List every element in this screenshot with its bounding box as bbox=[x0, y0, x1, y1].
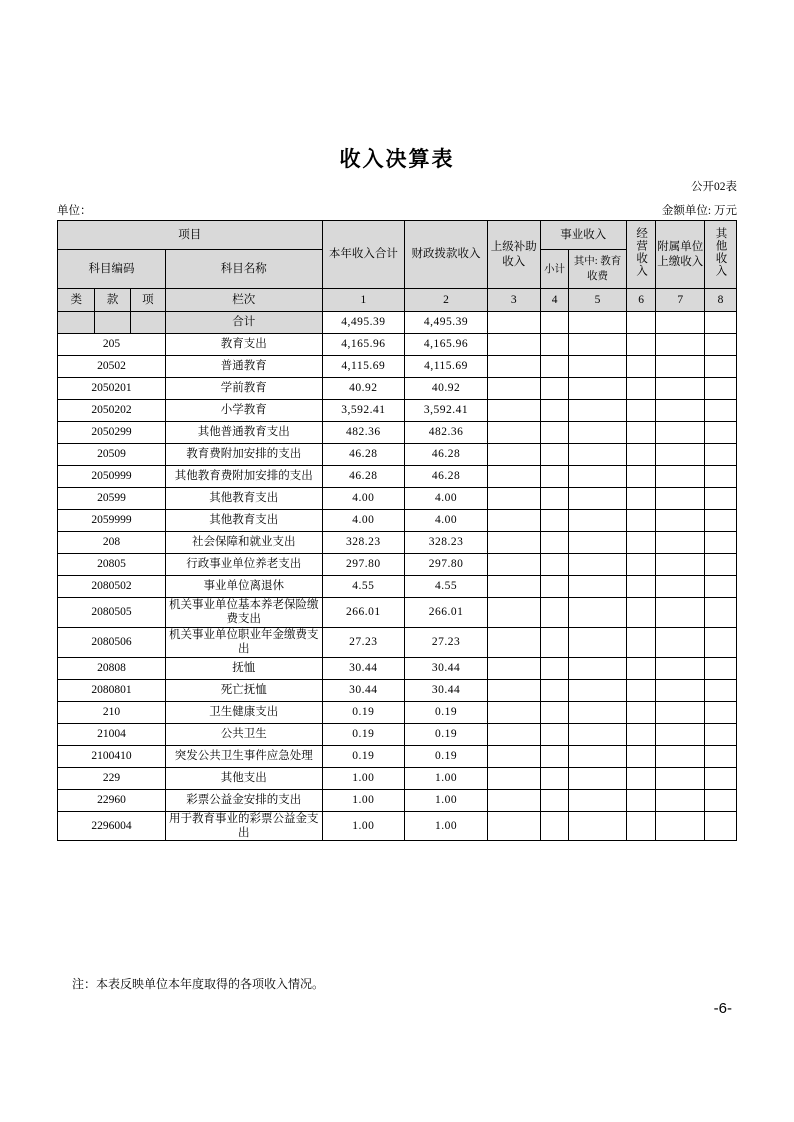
row-value-empty bbox=[540, 745, 569, 767]
row-value-empty bbox=[626, 444, 656, 466]
row-value-empty bbox=[626, 701, 656, 723]
row-name: 机关事业单位职业年金缴费支出 bbox=[166, 627, 323, 657]
row-value-empty bbox=[540, 598, 569, 628]
table-row bbox=[58, 627, 737, 657]
row-name: 抚恤 bbox=[166, 657, 323, 679]
row-value-current-year-total: 1.00 bbox=[322, 767, 405, 789]
income-final-accounts-table bbox=[57, 220, 737, 841]
header-column-number-7: 7 bbox=[656, 289, 705, 312]
total-value-2: 4,495.39 bbox=[405, 312, 488, 334]
row-value-empty bbox=[540, 701, 569, 723]
table-row bbox=[58, 356, 737, 378]
row-code: 20502 bbox=[58, 356, 166, 378]
table-row bbox=[58, 576, 737, 598]
row-value-empty bbox=[540, 444, 569, 466]
table-row bbox=[58, 598, 737, 628]
header-class-col: 类 bbox=[58, 289, 95, 312]
row-value-empty bbox=[656, 745, 705, 767]
row-value-empty bbox=[487, 679, 540, 701]
row-value-empty bbox=[540, 466, 569, 488]
row-value-empty bbox=[626, 488, 656, 510]
row-value-empty bbox=[569, 598, 626, 628]
header-item-col: 项 bbox=[130, 289, 165, 312]
row-value-empty bbox=[626, 422, 656, 444]
row-name: 学前教育 bbox=[166, 378, 323, 400]
row-value-empty bbox=[626, 598, 656, 628]
row-value-empty bbox=[569, 767, 626, 789]
table-row bbox=[58, 466, 737, 488]
row-value-empty bbox=[487, 356, 540, 378]
row-value-fiscal-appropriation: 3,592.41 bbox=[405, 400, 488, 422]
row-code: 20599 bbox=[58, 488, 166, 510]
row-name: 事业单位离退休 bbox=[166, 576, 323, 598]
row-value-fiscal-appropriation: 4.55 bbox=[405, 576, 488, 598]
row-value-current-year-total: 30.44 bbox=[322, 657, 405, 679]
table-row bbox=[58, 422, 737, 444]
row-value-empty bbox=[704, 378, 736, 400]
row-name: 用于教育事业的彩票公益金支出 bbox=[166, 811, 323, 841]
row-value-empty bbox=[656, 356, 705, 378]
row-value-fiscal-appropriation: 328.23 bbox=[405, 532, 488, 554]
row-value-empty bbox=[569, 789, 626, 811]
row-name: 卫生健康支出 bbox=[166, 701, 323, 723]
row-value-empty bbox=[626, 767, 656, 789]
row-value-empty bbox=[487, 444, 540, 466]
row-value-empty bbox=[704, 701, 736, 723]
row-value-fiscal-appropriation: 1.00 bbox=[405, 811, 488, 841]
header-column-index-label: 栏次 bbox=[166, 289, 323, 312]
row-value-empty bbox=[569, 488, 626, 510]
table-row bbox=[58, 378, 737, 400]
row-value-empty bbox=[487, 334, 540, 356]
row-value-current-year-total: 482.36 bbox=[322, 422, 405, 444]
header-col-operating-income: 经营收入 bbox=[626, 221, 656, 289]
row-value-empty bbox=[487, 510, 540, 532]
row-value-empty bbox=[540, 400, 569, 422]
row-value-empty bbox=[487, 554, 540, 576]
row-value-fiscal-appropriation: 266.01 bbox=[405, 598, 488, 628]
header-code-col: 科目编码 bbox=[58, 250, 166, 289]
row-value-empty bbox=[487, 378, 540, 400]
row-value-fiscal-appropriation: 30.44 bbox=[405, 679, 488, 701]
row-code: 22960 bbox=[58, 789, 166, 811]
header-group-business-income: 事业收入 bbox=[540, 221, 626, 250]
row-value-empty bbox=[704, 789, 736, 811]
row-value-empty bbox=[656, 723, 705, 745]
row-value-empty bbox=[569, 510, 626, 532]
table-row bbox=[58, 767, 737, 789]
page-number: -6- bbox=[713, 1000, 732, 1017]
row-value-empty bbox=[540, 488, 569, 510]
row-value-empty bbox=[626, 745, 656, 767]
row-code: 20509 bbox=[58, 444, 166, 466]
row-code: 208 bbox=[58, 532, 166, 554]
header-column-number-6: 6 bbox=[626, 289, 656, 312]
row-value-empty bbox=[569, 444, 626, 466]
table-row bbox=[58, 789, 737, 811]
row-value-empty bbox=[569, 745, 626, 767]
table-row bbox=[58, 554, 737, 576]
row-value-current-year-total: 4.55 bbox=[322, 576, 405, 598]
row-value-current-year-total: 4.00 bbox=[322, 488, 405, 510]
row-value-current-year-total: 46.28 bbox=[322, 444, 405, 466]
header-column-number-4: 4 bbox=[540, 289, 569, 312]
header-col-other-income: 其他收入 bbox=[704, 221, 736, 289]
row-value-fiscal-appropriation: 297.80 bbox=[405, 554, 488, 576]
row-code: 2296004 bbox=[58, 811, 166, 841]
header-col-education-fee: 其中: 教育收费 bbox=[569, 250, 626, 289]
header-column-number-1: 1 bbox=[322, 289, 405, 312]
row-value-current-year-total: 266.01 bbox=[322, 598, 405, 628]
row-value-fiscal-appropriation: 4.00 bbox=[405, 488, 488, 510]
header-section-col: 款 bbox=[95, 289, 130, 312]
row-value-empty bbox=[704, 627, 736, 657]
row-name: 教育支出 bbox=[166, 334, 323, 356]
row-value-fiscal-appropriation: 1.00 bbox=[405, 767, 488, 789]
row-value-empty bbox=[626, 554, 656, 576]
row-value-fiscal-appropriation: 0.19 bbox=[405, 745, 488, 767]
row-code: 2050299 bbox=[58, 422, 166, 444]
row-value-empty bbox=[656, 444, 705, 466]
row-value-fiscal-appropriation: 4.00 bbox=[405, 510, 488, 532]
row-value-empty bbox=[487, 400, 540, 422]
row-value-empty bbox=[656, 789, 705, 811]
header-column-number-3: 3 bbox=[487, 289, 540, 312]
table-row-total bbox=[58, 312, 737, 334]
table-row bbox=[58, 723, 737, 745]
row-value-empty bbox=[704, 488, 736, 510]
table-row bbox=[58, 745, 737, 767]
row-value-current-year-total: 27.23 bbox=[322, 627, 405, 657]
row-value-empty bbox=[704, 657, 736, 679]
header-name-col: 科目名称 bbox=[166, 250, 323, 289]
total-value-1: 4,495.39 bbox=[322, 312, 405, 334]
row-value-empty bbox=[569, 701, 626, 723]
row-value-empty bbox=[626, 466, 656, 488]
row-value-current-year-total: 30.44 bbox=[322, 679, 405, 701]
row-value-empty bbox=[569, 627, 626, 657]
table-row bbox=[58, 679, 737, 701]
header-col-current-year-total: 本年收入合计 bbox=[322, 221, 405, 289]
row-value-empty bbox=[487, 701, 540, 723]
row-name: 死亡抚恤 bbox=[166, 679, 323, 701]
row-value-empty bbox=[704, 356, 736, 378]
row-value-empty bbox=[487, 627, 540, 657]
row-name: 教育费附加安排的支出 bbox=[166, 444, 323, 466]
table-row bbox=[58, 657, 737, 679]
row-value-empty bbox=[626, 723, 656, 745]
page-title: 收入决算表 bbox=[339, 148, 455, 171]
row-value-empty bbox=[626, 356, 656, 378]
header-column-number-8: 8 bbox=[704, 289, 736, 312]
row-name: 其他普通教育支出 bbox=[166, 422, 323, 444]
row-value-empty bbox=[540, 356, 569, 378]
row-value-empty bbox=[487, 789, 540, 811]
row-value-empty bbox=[704, 466, 736, 488]
row-value-empty bbox=[656, 378, 705, 400]
row-name: 公共卫生 bbox=[166, 723, 323, 745]
row-value-empty bbox=[487, 745, 540, 767]
row-value-empty bbox=[487, 466, 540, 488]
row-value-fiscal-appropriation: 4,165.96 bbox=[405, 334, 488, 356]
row-value-empty bbox=[656, 627, 705, 657]
row-value-fiscal-appropriation: 46.28 bbox=[405, 444, 488, 466]
row-value-empty bbox=[626, 400, 656, 422]
row-name: 其他教育支出 bbox=[166, 510, 323, 532]
row-value-empty bbox=[704, 745, 736, 767]
row-value-empty bbox=[569, 554, 626, 576]
row-value-empty bbox=[540, 334, 569, 356]
row-value-current-year-total: 0.19 bbox=[322, 745, 405, 767]
row-code: 2100410 bbox=[58, 745, 166, 767]
header-column-number-5: 5 bbox=[569, 289, 626, 312]
unit-label: 单位： bbox=[57, 205, 92, 217]
row-value-empty bbox=[704, 576, 736, 598]
row-value-empty bbox=[626, 532, 656, 554]
row-value-empty bbox=[656, 767, 705, 789]
table-row bbox=[58, 811, 737, 841]
row-value-empty bbox=[540, 767, 569, 789]
row-value-current-year-total: 4,115.69 bbox=[322, 356, 405, 378]
row-code: 210 bbox=[58, 701, 166, 723]
table-row bbox=[58, 400, 737, 422]
row-name: 普通教育 bbox=[166, 356, 323, 378]
header-col-affiliated-unit-payment: 附属单位上缴收入 bbox=[656, 221, 705, 289]
row-value-empty bbox=[540, 627, 569, 657]
header-col-superior-subsidy: 上级补助收入 bbox=[487, 221, 540, 289]
row-value-empty bbox=[704, 679, 736, 701]
row-value-fiscal-appropriation: 0.19 bbox=[405, 723, 488, 745]
table-row bbox=[58, 334, 737, 356]
row-value-empty bbox=[704, 510, 736, 532]
row-value-fiscal-appropriation: 482.36 bbox=[405, 422, 488, 444]
form-tag: 公开02表 bbox=[691, 181, 737, 193]
row-value-empty bbox=[569, 400, 626, 422]
row-value-empty bbox=[487, 657, 540, 679]
row-code: 21004 bbox=[58, 723, 166, 745]
row-value-empty bbox=[540, 657, 569, 679]
row-value-empty bbox=[569, 356, 626, 378]
row-name: 其他支出 bbox=[166, 767, 323, 789]
row-value-current-year-total: 40.92 bbox=[322, 378, 405, 400]
row-name: 小学教育 bbox=[166, 400, 323, 422]
row-value-fiscal-appropriation: 30.44 bbox=[405, 657, 488, 679]
row-name: 其他教育费附加安排的支出 bbox=[166, 466, 323, 488]
row-value-empty bbox=[569, 657, 626, 679]
row-value-empty bbox=[569, 334, 626, 356]
row-value-empty bbox=[626, 657, 656, 679]
row-value-empty bbox=[540, 811, 569, 841]
row-value-empty bbox=[569, 811, 626, 841]
table-note: 注：本表反映单位本年度取得的各项收入情况。 bbox=[72, 977, 325, 991]
row-code: 229 bbox=[58, 767, 166, 789]
row-value-empty bbox=[626, 576, 656, 598]
row-value-empty bbox=[487, 488, 540, 510]
row-value-empty bbox=[704, 554, 736, 576]
row-value-empty bbox=[656, 701, 705, 723]
row-code: 2050201 bbox=[58, 378, 166, 400]
row-value-empty bbox=[626, 679, 656, 701]
row-value-empty bbox=[626, 510, 656, 532]
row-value-empty bbox=[487, 811, 540, 841]
row-code: 2050202 bbox=[58, 400, 166, 422]
row-value-empty bbox=[540, 679, 569, 701]
row-value-current-year-total: 1.00 bbox=[322, 811, 405, 841]
row-value-empty bbox=[540, 422, 569, 444]
row-name: 社会保障和就业支出 bbox=[166, 532, 323, 554]
row-value-empty bbox=[704, 444, 736, 466]
row-value-empty bbox=[569, 422, 626, 444]
row-value-empty bbox=[626, 811, 656, 841]
row-value-empty bbox=[704, 334, 736, 356]
row-code: 2080506 bbox=[58, 627, 166, 657]
row-value-current-year-total: 328.23 bbox=[322, 532, 405, 554]
row-name: 突发公共卫生事件应急处理 bbox=[166, 745, 323, 767]
row-value-empty bbox=[704, 723, 736, 745]
row-name: 行政事业单位养老支出 bbox=[166, 554, 323, 576]
row-value-current-year-total: 0.19 bbox=[322, 723, 405, 745]
row-value-empty bbox=[656, 334, 705, 356]
row-value-fiscal-appropriation: 40.92 bbox=[405, 378, 488, 400]
row-value-empty bbox=[704, 598, 736, 628]
row-value-fiscal-appropriation: 4,115.69 bbox=[405, 356, 488, 378]
row-value-empty bbox=[540, 510, 569, 532]
row-value-empty bbox=[626, 627, 656, 657]
row-code: 20808 bbox=[58, 657, 166, 679]
row-value-empty bbox=[656, 466, 705, 488]
row-value-empty bbox=[487, 422, 540, 444]
row-value-fiscal-appropriation: 1.00 bbox=[405, 789, 488, 811]
header-col-fiscal-appropriation: 财政拨款收入 bbox=[405, 221, 488, 289]
row-value-empty bbox=[656, 510, 705, 532]
row-value-empty bbox=[626, 334, 656, 356]
row-value-empty bbox=[569, 466, 626, 488]
row-value-fiscal-appropriation: 0.19 bbox=[405, 701, 488, 723]
row-value-empty bbox=[569, 532, 626, 554]
row-value-empty bbox=[540, 378, 569, 400]
row-value-current-year-total: 46.28 bbox=[322, 466, 405, 488]
row-value-empty bbox=[656, 400, 705, 422]
amount-unit-label: 金额单位: 万元 bbox=[661, 205, 737, 217]
row-value-empty bbox=[540, 576, 569, 598]
row-value-empty bbox=[656, 554, 705, 576]
row-value-empty bbox=[656, 532, 705, 554]
row-value-empty bbox=[540, 723, 569, 745]
row-value-current-year-total: 297.80 bbox=[322, 554, 405, 576]
header-col-subtotal: 小计 bbox=[540, 250, 569, 289]
row-value-empty bbox=[656, 811, 705, 841]
row-value-empty bbox=[569, 723, 626, 745]
row-code: 2059999 bbox=[58, 510, 166, 532]
row-value-fiscal-appropriation: 46.28 bbox=[405, 466, 488, 488]
row-value-empty bbox=[656, 488, 705, 510]
row-name: 其他教育支出 bbox=[166, 488, 323, 510]
header-project-group: 项目 bbox=[58, 221, 323, 250]
row-value-current-year-total: 1.00 bbox=[322, 789, 405, 811]
row-value-empty bbox=[656, 576, 705, 598]
row-value-empty bbox=[656, 657, 705, 679]
row-value-empty bbox=[569, 679, 626, 701]
row-value-empty bbox=[704, 422, 736, 444]
row-value-empty bbox=[487, 598, 540, 628]
row-value-empty bbox=[487, 532, 540, 554]
row-value-empty bbox=[487, 767, 540, 789]
table-row bbox=[58, 444, 737, 466]
row-value-empty bbox=[656, 422, 705, 444]
table-row bbox=[58, 488, 737, 510]
row-value-empty bbox=[626, 789, 656, 811]
row-value-fiscal-appropriation: 27.23 bbox=[405, 627, 488, 657]
row-value-empty bbox=[540, 789, 569, 811]
row-code: 205 bbox=[58, 334, 166, 356]
row-value-current-year-total: 4,165.96 bbox=[322, 334, 405, 356]
total-row-label: 合计 bbox=[166, 312, 323, 334]
row-name: 机关事业单位基本养老保险缴费支出 bbox=[166, 598, 323, 628]
row-code: 2050999 bbox=[58, 466, 166, 488]
row-code: 2080502 bbox=[58, 576, 166, 598]
row-value-current-year-total: 4.00 bbox=[322, 510, 405, 532]
row-value-empty bbox=[540, 554, 569, 576]
row-value-empty bbox=[704, 767, 736, 789]
row-value-empty bbox=[704, 400, 736, 422]
row-value-empty bbox=[626, 378, 656, 400]
row-value-current-year-total: 0.19 bbox=[322, 701, 405, 723]
table-row bbox=[58, 701, 737, 723]
row-value-empty bbox=[704, 811, 736, 841]
row-name: 彩票公益金安排的支出 bbox=[166, 789, 323, 811]
row-value-empty bbox=[487, 723, 540, 745]
row-value-current-year-total: 3,592.41 bbox=[322, 400, 405, 422]
row-value-empty bbox=[656, 679, 705, 701]
row-value-empty bbox=[487, 576, 540, 598]
row-value-empty bbox=[656, 598, 705, 628]
row-value-empty bbox=[540, 532, 569, 554]
table-row bbox=[58, 532, 737, 554]
header-column-number-2: 2 bbox=[405, 289, 488, 312]
row-value-empty bbox=[704, 532, 736, 554]
row-code: 20805 bbox=[58, 554, 166, 576]
table-row bbox=[58, 510, 737, 532]
row-value-empty bbox=[569, 576, 626, 598]
row-code: 2080801 bbox=[58, 679, 166, 701]
row-code: 2080505 bbox=[58, 598, 166, 628]
row-value-empty bbox=[569, 378, 626, 400]
